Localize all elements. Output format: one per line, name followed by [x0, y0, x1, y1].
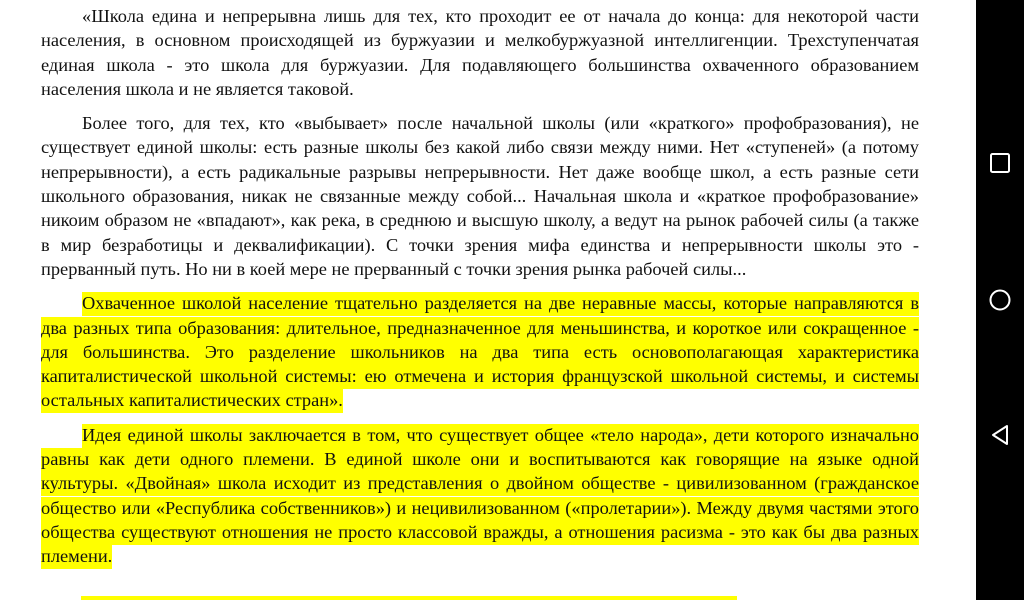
document-text — [41, 4, 919, 569]
paragraph-4-highlighted — [41, 423, 919, 569]
back-button[interactable] — [976, 411, 1024, 459]
paragraph-3-highlighted — [41, 291, 919, 412]
paragraph-1-text: «Школа едина и непрерывна лишь для тех, кто проходит ее от начала до конца: для некоторой части населения, в основном происходящей из буржуазии и мелкобуржуазной интеллигенции. Трехступенчатая единая школа - это школа для буржуазии. Для подавляющего большинства охваченного образованием населения школа и не является таковой. — [41, 6, 919, 99]
triangle-back-icon — [988, 423, 1012, 447]
square-recents-icon — [989, 152, 1011, 174]
home-button[interactable] — [976, 276, 1024, 324]
paragraph-1 — [41, 4, 919, 101]
next-highlight-cutoff — [81, 596, 737, 600]
paragraph-4-text: Идея единой школы заключается в том, что существует общее «тело народа», дети которого изначально равны как дети одного племени. В единой школе они и воспитываются как говорящие на языке одной культуры. «Двойная» школа исходит из представления о двойном обществе - цивилизованном (гражданское общество или «Республика собственников») и нецивилизованном («пролетарии»). Между двумя частями этого общества существуют отношения не просто классовой вражды, а отношения расизма - это как бы два разных племени. — [41, 424, 919, 569]
paragraph-2 — [41, 111, 919, 281]
navigation-bar — [976, 0, 1024, 600]
paragraph-2-text: Более того, для тех, кто «выбывает» после начальной школы (или «краткого» профобразования), не существует единой школы: есть разные школы без какой либо связи между ними. Нет «ступеней» (а потому непрерывности), а есть радикальные разрывы непрерывности. Нет даже вообще школ, а есть разные сети школьного образования, никак не связанные между собой... Начальная школа и «краткое профобразование» никоим образом не «впадают», как река, в среднюю и высшую школу, а ведут на рынок рабочей силы (а также в мир безработицы и деквалификации). С точки зрения мифа единства и непрерывности школы это - прерванный путь. Но ни в коей мере не прерванный с точки зрения рынка рабочей силы... — [41, 113, 919, 279]
circle-home-icon — [988, 288, 1012, 312]
paragraph-3-text: Охваченное школой население тщательно разделяется на две неравные массы, которые направляются в два разных типа образования: длительное, предназначенное для меньшинства, и короткое или сокращенное - для большинства. Это разделение школьников на два типа есть основополагающая характеристика капиталистической школьной системы: ею отмечена и история французской школьной системы, и системы остальных капиталистических стран». — [41, 292, 919, 413]
recents-button[interactable] — [976, 139, 1024, 187]
